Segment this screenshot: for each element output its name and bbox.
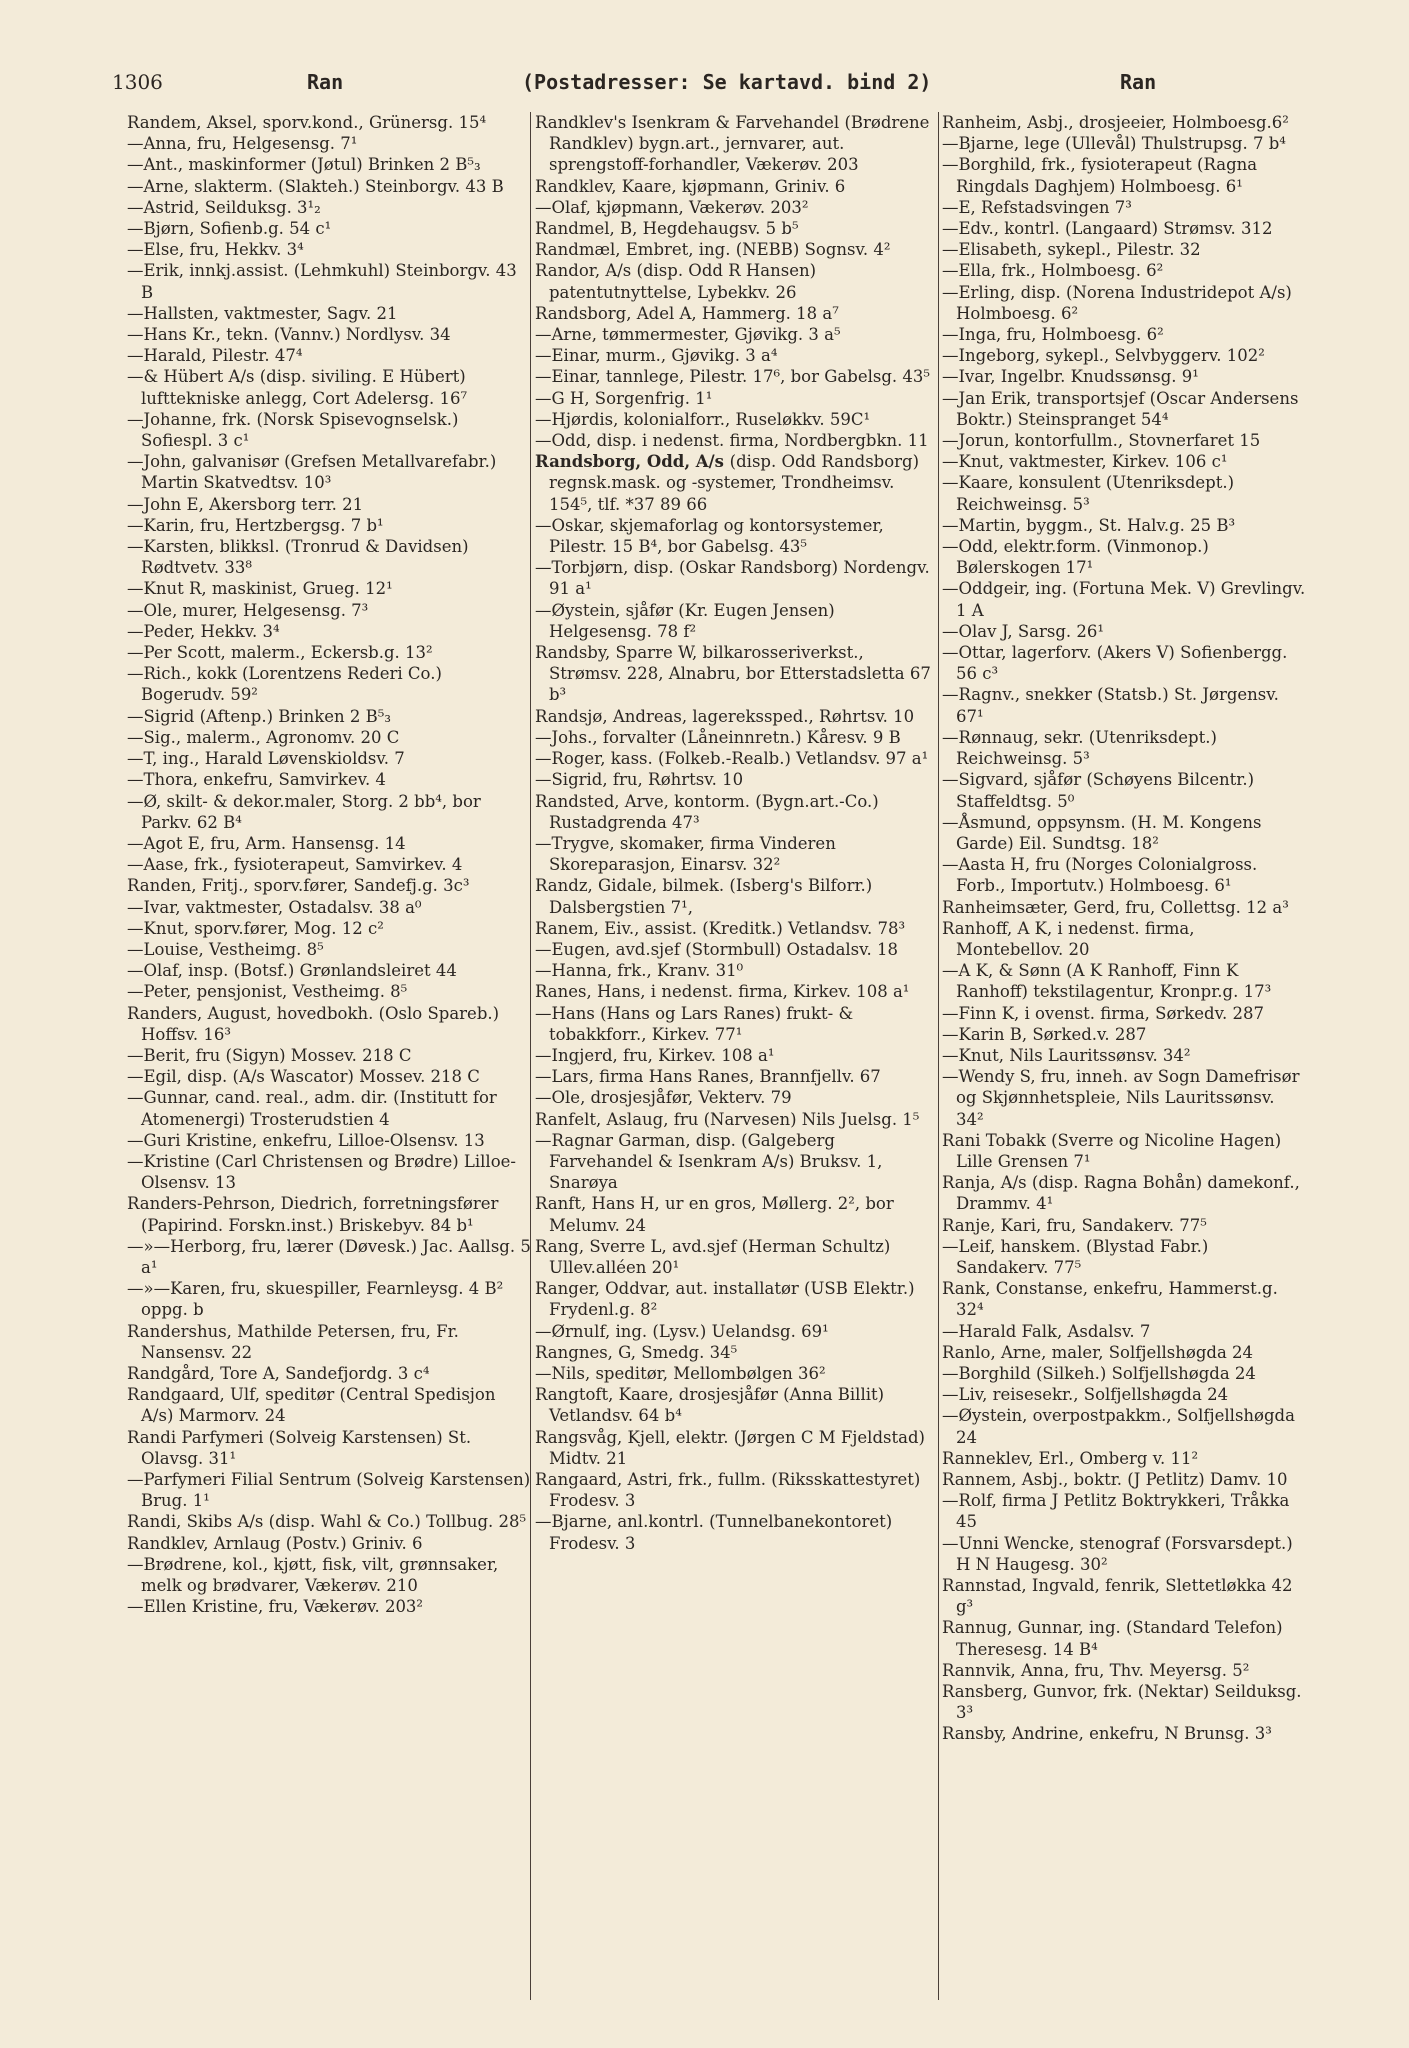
directory-entry: Rannug, Gunnar, ing. (Standard Telefon) Theresesg. 14 B⁴	[942, 1618, 1283, 1659]
directory-entry: —& Hübert A/s (disp. siviling. E Hübert) lufttekniske anlegg, Cort Adelersg. 16⁷	[127, 367, 468, 408]
directory-entry: —Arne, slakterm. (Slakteh.) Steinborgv. 43 B	[127, 176, 504, 196]
directory-entry: Ransby, Andrine, enkefru, N Brunsg. 3³	[942, 1724, 1272, 1744]
directory-entry: Randi Parfymeri (Solveig Karstensen) St. Olavsg. 31¹	[127, 1427, 472, 1468]
directory-entry: —Rolf, firma J Petlitz Boktrykkeri, Tråkka 45	[942, 1491, 1290, 1532]
directory-entry: —Roger, kass. (Folkeb.-Realb.) Vetlandsv. 97 a¹	[535, 749, 929, 769]
directory-entry: Rank, Constanse, enkefru, Hammerst.g. 32⁴	[942, 1279, 1278, 1320]
directory-entry: Ranfelt, Aslaug, fru (Narvesen) Nils Juelsg. 1⁵	[535, 1109, 920, 1129]
directory-entry: —Inga, fru, Holmboesg. 6²	[942, 325, 1164, 345]
directory-entry: Randsted, Arve, kontorm. (Bygn.art.-Co.) Rustadgrenda 47³	[535, 791, 879, 832]
directory-entry: Rannvik, Anna, fru, Thv. Meyersg. 5²	[942, 1660, 1250, 1680]
directory-entry: —Knut R, maskinist, Grueg. 12¹	[127, 579, 393, 599]
running-head-center: (Postadresser: Se kartavd. bind 2)	[522, 70, 932, 94]
directory-entry: —Øystein, overpostpakkm., Solfjellshøgda 24	[942, 1406, 1295, 1447]
directory-entry: —Ottar, lagerforv. (Akers V) Sofienbergg. 56 c³	[942, 643, 1288, 684]
directory-entry: —Eugen, avd.sjef (Stormbull) Ostadalsv. 18	[535, 939, 898, 959]
directory-entry: —Ivar, vaktmester, Ostadalsv. 38 a⁰	[127, 897, 422, 917]
directory-entry: —Odd, elektr.form. (Vinmonop.) Bølerskogen 17¹	[942, 537, 1209, 578]
directory-entry: —»—Karen, fru, skuespiller, Fearnleysg. 4 B² oppg. b	[127, 1279, 504, 1320]
directory-entry: —Leif, hanskem. (Blystad Fabr.) Sandakerv. 77⁵	[942, 1236, 1209, 1277]
directory-entry: Randsby, Sparre W, bilkarosseriverkst., Strømsv. 228, Alnabru, bor Etterstadsletta 67 b³	[535, 643, 931, 705]
directory-entry: Rangnes, G, Smedg. 34⁵	[535, 1342, 738, 1362]
directory-entry: —Karsten, blikksl. (Tronrud & Davidsen) Rødtvetv. 33⁸	[127, 537, 469, 578]
column-divider	[938, 112, 939, 2000]
directory-entry: —Edv., kontrl. (Langaard) Strømsv. 312	[942, 219, 1273, 239]
directory-entry: Randers-Pehrson, Diedrich, forretningsfører (Papirind. Forskn.inst.) Briskebyv. 84 b¹	[127, 1194, 499, 1235]
directory-entry: Ranger, Oddvar, aut. installatør (USB Elektr.) Frydenl.g. 8²	[535, 1279, 915, 1320]
directory-entry: —Aase, frk., fysioterapeut, Samvirkev. 4	[127, 855, 463, 875]
directory-entry: —Hans Kr., tekn. (Vannv.) Nordlysv. 34	[127, 325, 451, 345]
directory-entry: —Rich., kokk (Lorentzens Rederi Co.) Bogerudv. 59²	[127, 664, 442, 705]
directory-entry: —Borghild (Silkeh.) Solfjellshøgda 24	[942, 1363, 1256, 1383]
directory-entry: Randen, Fritj., sporv.fører, Sandefj.g. 3c³	[127, 876, 470, 896]
directory-entry: Rangtoft, Kaare, drosjesjåfør (Anna Billit) Vetlandsv. 64 b⁴	[535, 1385, 885, 1426]
directory-entry: —Aasta H, fru (Norges Colonialgross. Forb., Importutv.) Holmboesg. 6¹	[942, 855, 1258, 896]
directory-entry: —A K, & Sønn (A K Ranhoff, Finn K Ranhoff) tekstilagentur, Kronpr.g. 17³	[942, 961, 1272, 1002]
directory-entry: Ranhoff, A K, i nedenst. firma, Montebellov. 20	[942, 918, 1195, 959]
directory-entry: Randz, Gidale, bilmek. (Isberg's Bilforr.) Dalsbergstien 7¹,	[535, 876, 873, 917]
directory-entry: Ranheim, Asbj., drosjeeier, Holmboesg.6²	[942, 113, 1289, 132]
directory-entry: —Bjarne, anl.kontrl. (Tunnelbanekontoret) Frodesv. 3	[535, 1512, 893, 1553]
directory-entry: —Karin B, Sørked.v. 287	[942, 1024, 1147, 1044]
directory-entry: Rannstad, Ingvald, fenrik, Slettetløkka 42 g³	[942, 1576, 1293, 1617]
directory-entry: Ransberg, Gunvor, frk. (Nektar) Seilduksg. 3³	[942, 1682, 1302, 1723]
directory-entry: —Anna, fru, Helgesensg. 7¹	[127, 134, 358, 154]
directory-entry: —Ingjerd, fru, Kirkev. 108 a¹	[535, 1045, 775, 1065]
directory-entry: Ranft, Hans H, ur en gros, Møllerg. 2², bor Melumv. 24	[535, 1194, 894, 1235]
directory-entry: Randsborg, Odd, A/s (disp. Odd Randsborg) regnsk.mask. og -systemer, Trondheimsv. 154⁵, tlf. *37 89 66	[535, 452, 920, 514]
directory-entry: —Elisabeth, sykepl., Pilestr. 32	[942, 240, 1201, 260]
directory-entry: —Harald Falk, Asdalsv. 7	[942, 1321, 1151, 1341]
directory-entry: —Bjørn, Sofienb.g. 54 c¹	[127, 219, 332, 239]
directory-entry: —Hallsten, vaktmester, Sagv. 21	[127, 303, 398, 323]
directory-entry: —Olaf, insp. (Botsf.) Grønlandsleiret 44	[127, 961, 457, 981]
directory-entry: —Oddgeir, ing. (Fortuna Mek. V) Grevlingv. 1 A	[942, 579, 1306, 620]
directory-entry: Ranja, A/s (disp. Ragna Bohån) damekonf., Drammv. 4¹	[942, 1173, 1300, 1214]
directory-entry: Randklev, Kaare, kjøpmann, Griniv. 6	[535, 176, 846, 196]
directory-entry: —Bjarne, lege (Ullevål) Thulstrupsg. 7 b⁴	[942, 134, 1286, 154]
directory-entry: —Olaf, kjøpmann, Vækerøv. 203²	[535, 197, 809, 217]
directory-entry: Randor, A/s (disp. Odd R Hansen) patentutnyttelse, Lybekkv. 26	[535, 261, 817, 302]
directory-entry: —Sig., malerm., Agronomv. 20 C	[127, 727, 400, 747]
directory-entry: —John, galvanisør (Grefsen Metallvarefabr.) Martin Skatvedtsv. 10³	[127, 452, 497, 493]
directory-entry: Rangsvåg, Kjell, elektr. (Jørgen C M Fjeldstad) Midtv. 21	[535, 1427, 925, 1468]
directory-entry: Rang, Sverre L, avd.sjef (Herman Schultz) Ullev.alléen 20¹	[535, 1236, 891, 1277]
directory-entry: Ranheimsæter, Gerd, fru, Collettsg. 12 a³	[942, 897, 1289, 917]
directory-entry: —Ragnv., snekker (Statsb.) St. Jørgensv. 67¹	[942, 685, 1279, 726]
directory-entry: —Astrid, Seilduksg. 3¹₂	[127, 197, 321, 217]
directory-entry: Randmel, B, Hegdehaugsv. 5 b⁵	[535, 219, 799, 239]
directory-entry: Randklev's Isenkram & Farvehandel (Brødrene Randklev) bygn.art., jernvarer, aut. sprengstoff-forhandler, Vækerøv. 203	[535, 113, 930, 175]
directory-entry: —Finn K, i ovenst. firma, Sørkedv. 287	[942, 1003, 1264, 1023]
directory-entry: —Wendy S, fru, inneh. av Sogn Damefrisør og Skjønnhetspleie, Nils Lauritssønsv. 34²	[942, 1067, 1300, 1129]
directory-entry: —Trygve, skomaker, firma Vinderen Skoreparasjon, Einarsv. 32²	[535, 833, 836, 875]
directory-entry: —Ole, murer, Helgesensg. 7³	[127, 600, 369, 620]
directory-entry: —Ole, drosjesjåfør, Vekterv. 79	[535, 1088, 792, 1108]
directory-entry: —Brødrene, kol., kjøtt, fisk, vilt, grønnsaker, melk og brødvarer, Vækerøv. 210	[127, 1554, 499, 1596]
directory-entry: —Jorun, kontorfullm., Stovnerfaret 15	[942, 431, 1261, 451]
directory-entry: Randmæl, Embret, ing. (NEBB) Sognsv. 4²	[535, 240, 891, 260]
directory-entry: —Egil, disp. (A/s Wascator) Mossev. 218 C	[127, 1067, 480, 1087]
directory-entry: —Ella, frk., Holmboesg. 6²	[942, 261, 1164, 281]
directory-entry: Rannem, Asbj., boktr. (J Petlitz) Damv. 10	[942, 1470, 1288, 1489]
directory-entry: Randsborg, Adel A, Hammerg. 18 a⁷	[535, 303, 839, 323]
directory-entry: —Sigrid (Aftenp.) Brinken 2 B⁵₃	[127, 706, 391, 726]
directory-entry: Randgaard, Ulf, speditør (Central Spedisjon A/s) Marmorv. 24	[127, 1385, 496, 1426]
directory-column-2	[535, 112, 937, 1554]
directory-entry: —Ellen Kristine, fru, Vækerøv. 203²	[127, 1597, 424, 1617]
directory-entry: —T, ing., Harald Løvenskioldsv. 7	[127, 749, 405, 769]
directory-entry: —Liv, reisesekr., Solfjellshøgda 24	[942, 1385, 1229, 1405]
directory-entry: —Thora, enkefru, Samvirkev. 4	[127, 770, 386, 790]
directory-entry: —Erling, disp. (Norena Industridepot A/s) Holmboesg. 6²	[942, 282, 1292, 323]
directory-entry: —Oskar, skjemaforlag og kontorsystemer, Pilestr. 15 B⁴, bor Gabelsg. 43⁵	[535, 515, 884, 557]
directory-entry: —Knut, sporv.fører, Mog. 12 c²	[127, 918, 384, 938]
directory-entry: —Lars, firma Hans Ranes, Brannfjellv. 67	[535, 1067, 881, 1087]
directory-entry: —Torbjørn, disp. (Oskar Randsborg) Nordengv. 91 a¹	[535, 558, 930, 599]
directory-entry: —Åsmund, oppsynsm. (H. M. Kongens Garde) Eil. Sundtsg. 18²	[942, 812, 1262, 853]
directory-entry: Ranlo, Arne, maler, Solfjellshøgda 24	[942, 1342, 1254, 1362]
directory-entry: —Louise, Vestheimg. 8⁵	[127, 939, 324, 959]
directory-entry: —Odd, disp. i nedenst. firma, Nordbergbkn. 11	[535, 431, 929, 451]
directory-entry: —Parfymeri Filial Sentrum (Solveig Karstensen) Brug. 1¹	[127, 1470, 531, 1511]
directory-entry: Ranneklev, Erl., Omberg v. 11²	[942, 1448, 1199, 1468]
directory-entry: Rani Tobakk (Sverre og Nicoline Hagen) Lille Grensen 7¹	[942, 1130, 1282, 1171]
directory-entry: —Ø, skilt- & dekor.maler, Storg. 2 bb⁴, bor Parkv. 62 B⁴	[127, 791, 481, 832]
directory-entry: —Arne, tømmermester, Gjøvikg. 3 a⁵	[535, 325, 841, 345]
directory-entry: —Einar, tannlege, Pilestr. 17⁶, bor Gabelsg. 43⁵	[535, 367, 930, 387]
running-head-left: Ran	[307, 70, 344, 94]
directory-entry: —Hjørdis, kolonialforr., Ruseløkkv. 59C¹	[535, 409, 871, 429]
directory-entry: —Sigvard, sjåfør (Schøyens Bilcentr.) Staffeldtsg. 5⁰	[942, 770, 1255, 811]
directory-entry: Randers, August, hovedbokh. (Oslo Spareb.) Hoffsv. 16³	[127, 1003, 500, 1044]
directory-entry: —Martin, byggm., St. Halv.g. 25 B³	[942, 515, 1236, 535]
directory-entry: —Peter, pensjonist, Vestheimg. 8⁵	[127, 982, 408, 1002]
directory-entry: Randershus, Mathilde Petersen, fru, Fr. Nansensv. 22	[127, 1321, 459, 1362]
directory-entry: —Per Scott, malerm., Eckersb.g. 13²	[127, 643, 433, 663]
directory-entry: —Knut, Nils Lauritssønsv. 34²	[942, 1045, 1191, 1065]
directory-entry: —Ragnar Garman, disp. (Galgeberg Farvehandel & Isenkram A/s) Bruksv. 1, Snarøya	[535, 1130, 883, 1193]
directory-entry: —Johanne, frk. (Norsk Spisevognselsk.) Sofiespl. 3 c¹	[127, 409, 459, 451]
page-number: 1306	[112, 70, 163, 94]
directory-column-3	[942, 112, 1306, 1745]
directory-entry: —Rønnaug, sekr. (Utenriksdept.) Reichweinsg. 5³	[942, 727, 1217, 769]
directory-entry: —Erik, innkj.assist. (Lehmkuhl) Steinborgv. 43 B	[127, 261, 517, 302]
bold-company-name: Randsborg, Odd, A/s	[535, 452, 730, 472]
directory-entry: —Else, fru, Hekkv. 3⁴	[127, 240, 304, 260]
directory-entry: —Kristine (Carl Christensen og Brødre) Lilloe-Olsensv. 13	[127, 1151, 516, 1193]
directory-entry: —Ingeborg, sykepl., Selvbyggerv. 102²	[942, 346, 1265, 366]
directory-entry: —Knut, vaktmester, Kirkev. 106 c¹	[942, 452, 1228, 472]
directory-column-1	[127, 112, 531, 1617]
directory-entry: Ranje, Kari, fru, Sandakerv. 77⁵	[942, 1215, 1207, 1235]
directory-entry: —Kaare, konsulent (Utenriksdept.) Reichweinsg. 5³	[942, 473, 1235, 514]
directory-entry: —Einar, murm., Gjøvikg. 3 a⁴	[535, 346, 778, 366]
directory-entry: —Harald, Pilestr. 47⁴	[127, 346, 303, 366]
directory-entry: —Sigrid, fru, Røhrtsv. 10	[535, 770, 744, 790]
directory-entry: —Hans (Hans og Lars Ranes) frukt- & tobakkforr., Kirkev. 77¹	[535, 1003, 854, 1044]
directory-entry: —G H, Sorgenfrig. 1¹	[535, 388, 713, 408]
directory-entry: —Johs., forvalter (Låneinnretn.) Kåresv. 9 B	[535, 727, 901, 747]
directory-entry: —Borghild, frk., fysioterapeut (Ragna Ringdals Daghjem) Holmboesg. 6¹	[942, 155, 1258, 196]
directory-entry: —Øystein, sjåfør (Kr. Eugen Jensen) Helgesensg. 78 f²	[535, 600, 835, 641]
directory-entry: —Nils, speditør, Mellombølgen 36²	[535, 1363, 826, 1383]
directory-entry: Randem, Aksel, sporv.kond., Grünersg. 15⁴	[127, 113, 487, 132]
running-head-right: Ran	[1120, 70, 1157, 94]
directory-entry: —Agot E, fru, Arm. Hansensg. 14	[127, 833, 406, 853]
directory-entry: —E, Refstadsvingen 7³	[942, 197, 1132, 217]
directory-entry: —Gunnar, cand. real., adm. dir. (Institutt for Atomenergi) Trosterudstien 4	[127, 1088, 497, 1129]
directory-entry: Randsjø, Andreas, lagerekssped., Røhrtsv. 10	[535, 706, 915, 726]
directory-entry: —Jan Erik, transportsjef (Oscar Andersens Boktr.) Steinspranget 54⁴	[942, 388, 1299, 429]
directory-entry: Ranem, Eiv., assist. (Kreditk.) Vetlandsv. 78³	[535, 918, 906, 938]
directory-entry: —Berit, fru (Sigyn) Mossev. 218 C	[127, 1045, 412, 1065]
directory-entry: —Hanna, frk., Kranv. 31⁰	[535, 961, 744, 981]
directory-entry: —Ant., maskinformer (Jøtul) Brinken 2 B⁵₃	[127, 155, 481, 175]
directory-entry: Randi, Skibs A/s (disp. Wahl & Co.) Tollbug. 28⁵	[127, 1512, 527, 1532]
directory-entry: —Karin, fru, Hertzbergsg. 7 b¹	[127, 515, 384, 535]
directory-entry: Ranes, Hans, i nedenst. firma, Kirkev. 108 a¹	[535, 982, 910, 1002]
directory-entry: —Olav J, Sarsg. 26¹	[942, 621, 1105, 641]
directory-entry: —Guri Kristine, enkefru, Lilloe-Olsensv. 13	[127, 1130, 485, 1150]
directory-entry: —Peder, Hekkv. 3⁴	[127, 621, 280, 641]
directory-entry: —Ørnulf, ing. (Lysv.) Uelandsg. 69¹	[535, 1321, 829, 1341]
directory-entry: —»—Herborg, fru, lærer (Døvesk.) Jac. Aallsg. 5 a¹	[127, 1236, 531, 1277]
directory-entry: Rangaard, Astri, frk., fullm. (Riksskattestyret) Frodesv. 3	[535, 1470, 921, 1511]
directory-entry: —John E, Akersborg terr. 21	[127, 494, 364, 514]
directory-entry: Randgård, Tore A, Sandefjordg. 3 c⁴	[127, 1363, 430, 1383]
directory-entry: —Ivar, Ingelbr. Knudssønsg. 9¹	[942, 367, 1199, 387]
directory-entry: Randklev, Arnlaug (Postv.) Griniv. 6	[127, 1533, 423, 1553]
directory-entry: —Unni Wencke, stenograf (Forsvarsdept.) H N Haugesg. 30²	[942, 1533, 1293, 1574]
page-header	[112, 70, 1302, 110]
